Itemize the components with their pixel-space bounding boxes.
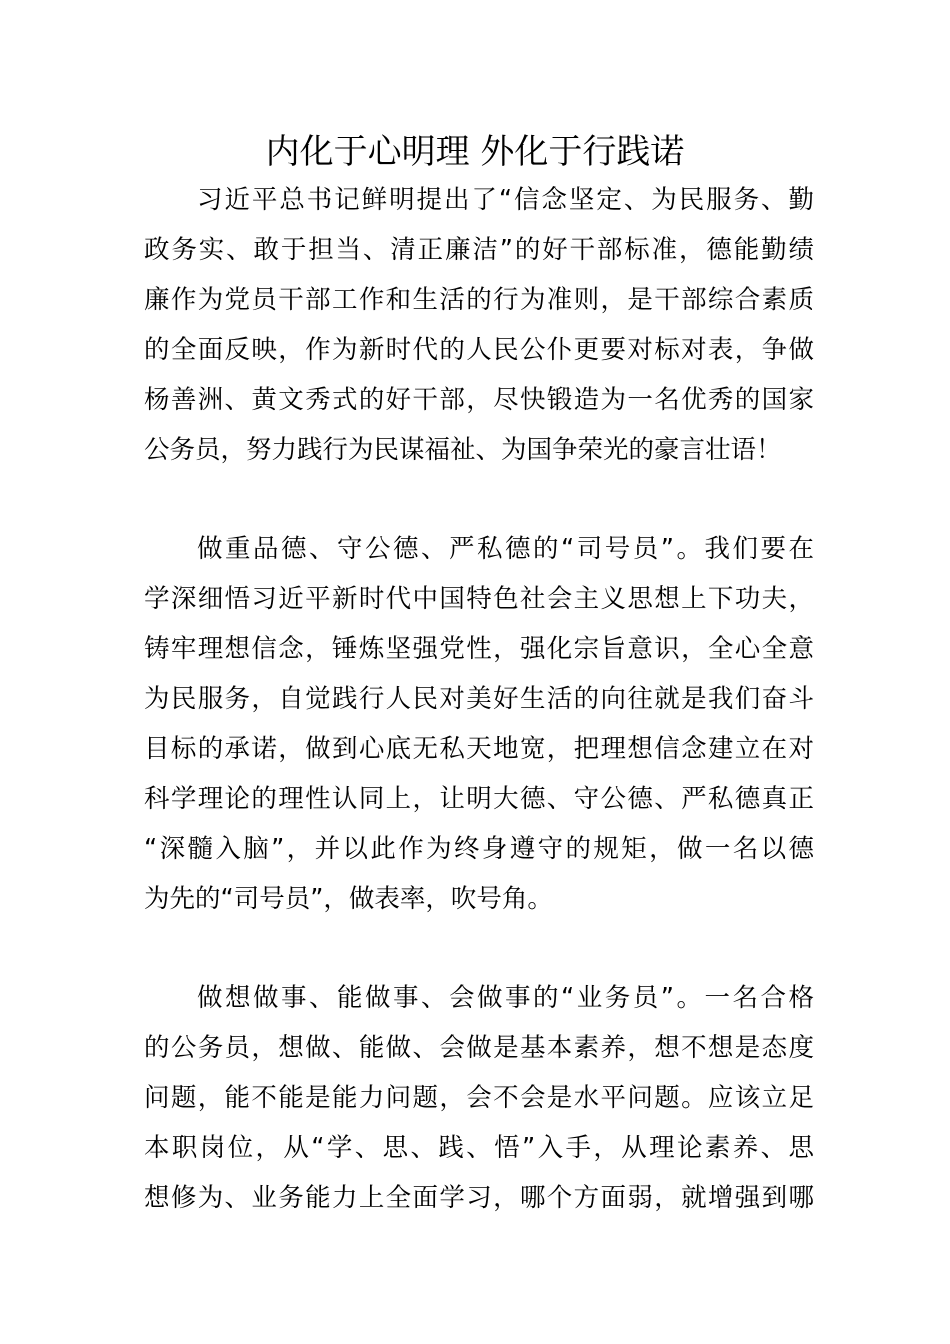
paragraph-line: 做想做事、能做事、会做事的“业务员”。一名合格: [197, 983, 814, 1013]
paragraph-line: 问题，能不能是能力问题，会不会是水平问题。应该立足: [144, 1083, 814, 1113]
paragraph-line: 为先的“司号员”，做表率，吹号角。: [144, 884, 553, 914]
paragraph-line: 杨善洲、黄文秀式的好干部，尽快锻造为一名优秀的国家: [144, 385, 814, 415]
paragraph-line: 目标的承诺，做到心底无私天地宽，把理想信念建立在对: [144, 734, 814, 764]
paragraph-line: 政务实、敢于担当、清正廉洁”的好干部标准，德能勤绩: [144, 235, 814, 265]
paragraph-line: 的全面反映，作为新时代的人民公仆更要对标对表，争做: [144, 335, 814, 365]
paragraph-2: [144, 524, 814, 924]
paragraph-line: 习近平总书记鲜明提出了“信念坚定、为民服务、勤: [197, 185, 814, 215]
paragraph-line: 想修为、业务能力上全面学习，哪个方面弱，就增强到哪: [144, 1183, 814, 1213]
paragraph-line: 做重品德、守公德、严私德的“司号员”。我们要在: [197, 534, 814, 564]
paragraph-1: [144, 175, 814, 475]
paragraph-line: 廉作为党员干部工作和生活的行为准则，是干部综合素质: [144, 285, 814, 315]
paragraph-line: 公务员，努力践行为民谋福祉、为国争荣光的豪言壮语！: [144, 435, 782, 465]
paragraph-line: 铸牢理想信念，锤炼坚强党性，强化宗旨意识，全心全意: [144, 634, 814, 664]
paragraph-line: 为民服务，自觉践行人民对美好生活的向往就是我们奋斗: [144, 684, 814, 714]
paragraph-line: 的公务员，想做、能做、会做是基本素养，想不想是态度: [144, 1033, 814, 1063]
paragraph-line: 学深细悟习近平新时代中国特色社会主义思想上下功夫，: [144, 584, 814, 614]
paragraph-line: 本职岗位，从“学、思、践、悟”入手，从理论素养、思: [144, 1133, 814, 1163]
paragraph-3: [144, 973, 814, 1223]
document-title: 内化于心明理 外化于行践诺: [265, 132, 685, 172]
paragraph-line: “深髓入脑”，并以此作为终身遵守的规矩，做一名以德: [144, 834, 814, 864]
paragraph-line: 科学理论的理性认同上，让明大德、守公德、严私德真正: [144, 784, 814, 814]
